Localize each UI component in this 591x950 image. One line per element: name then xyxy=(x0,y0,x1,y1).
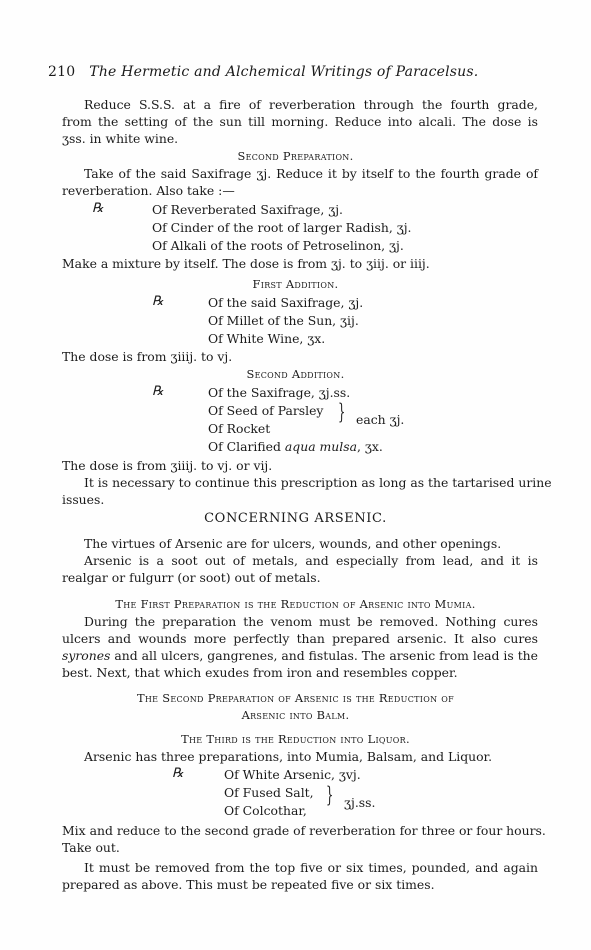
second-preparation-arsenic-heading: The Second Preparation of Arsenic is the Reduction of xyxy=(137,691,454,705)
recipe-item: Of Cinder of the root of larger Radish, ʒj. xyxy=(152,220,412,235)
arsenic-p4: Arsenic has three preparations, into Mumia, Balsam, and Liquor. xyxy=(84,749,493,764)
brace-icon: } xyxy=(326,783,334,807)
recipe-item: Of the Saxifrage, ʒj.ss. xyxy=(208,385,351,400)
brace-note: ʒj.ss. xyxy=(344,795,376,810)
arsenic-p3-line-3: syrones and all ulcers, gangrenes, and fistulas. The arsenic from lead is the xyxy=(62,648,538,663)
recipe-symbol: ℞ xyxy=(172,766,184,781)
intro-line-1: Reduce S.S.S. at a fire of reverberation through the fourth grade, xyxy=(84,97,538,112)
recipe-item: Of White Arsenic, ʒvj. xyxy=(224,767,361,782)
dose-line: The dose is from ʒiiij. to vj. xyxy=(62,349,233,364)
second-preparation-arsenic-heading-2: Arsenic into Balm. xyxy=(241,708,350,722)
recipe-item: Of Colcothar, xyxy=(224,803,307,818)
arsenic-p3-line-4: best. Next, that which exudes from iron and resembles copper. xyxy=(62,665,458,680)
recipe-item: Of the said Saxifrage, ʒj. xyxy=(208,295,364,310)
intro-line-2: from the setting of the sun till morning. Reduce into alcali. The dose is xyxy=(62,114,538,129)
arsenic-p3-line-1: During the preparation the venom must be removed. Nothing cures xyxy=(84,614,538,629)
note-line-2: issues. xyxy=(62,492,105,507)
page-number: 210 xyxy=(48,64,76,80)
recipe-item: Of Fused Salt, xyxy=(224,785,314,800)
dose-line: The dose is from ʒiiij. to vj. or vij. xyxy=(62,458,273,473)
arsenic-p6-line-1: It must be removed from the top five or six times, pounded, and again xyxy=(84,860,538,875)
first-addition-heading: First Addition. xyxy=(252,277,339,291)
recipe-symbol: ℞ xyxy=(92,201,104,216)
recipe-item: Of White Wine, ʒx. xyxy=(208,331,326,346)
arsenic-p6-line-2: prepared as above. This must be repeated five or six times. xyxy=(62,877,435,892)
section-title: CONCERNING ARSENIC. xyxy=(204,511,387,526)
second-prep-line-2: reverberation. Also take :— xyxy=(62,183,235,198)
recipe-item: Of Millet of the Sun, ʒij. xyxy=(208,313,359,328)
recipe-item: Of Alkali of the roots of Petroselinon, ʒj. xyxy=(152,238,404,253)
arsenic-p3-line-2: ulcers and wounds more perfectly than prepared arsenic. It also cures xyxy=(62,631,538,646)
arsenic-p5-line-2: Take out. xyxy=(62,840,120,855)
second-prep-line-1: Take of the said Saxifrage ʒj. Reduce it by itself to the fourth grade of xyxy=(84,166,538,181)
arsenic-p2-line-1: Arsenic is a soot out of metals, and especially from lead, and it is xyxy=(84,553,538,568)
arsenic-p5-line-1: Mix and reduce to the second grade of reverberation for three or four hours. xyxy=(62,823,546,838)
recipe-item: Of Clarified aqua mulsa, ʒx. xyxy=(208,439,383,454)
arsenic-p2-line-2: realgar or fulgurr (or soot) out of metals. xyxy=(62,570,321,585)
third-preparation-heading: The Third is the Reduction into Liquor. xyxy=(181,732,410,746)
recipe-item: Of Seed of Parsley xyxy=(208,403,324,418)
mixture-line: Make a mixture by itself. The dose is from ʒj. to ʒiij. or iiij. xyxy=(62,256,430,271)
running-header xyxy=(48,64,478,80)
recipe-item: Of Rocket xyxy=(208,421,271,436)
running-title: The Hermetic and Alchemical Writings of Paracelsus. xyxy=(89,64,479,80)
second-preparation-heading: Second Preparation. xyxy=(237,149,354,163)
first-preparation-heading: The First Preparation is the Reduction of Arsenic into Mumia. xyxy=(115,597,476,611)
recipe-symbol: ℞ xyxy=(152,384,164,399)
brace-icon: } xyxy=(338,400,346,424)
recipe-item: Of Reverberated Saxifrage, ʒj. xyxy=(152,202,343,217)
recipe-symbol: ℞ xyxy=(152,294,164,309)
arsenic-p1: The virtues of Arsenic are for ulcers, wounds, and other openings. xyxy=(84,536,502,551)
note-line-1: It is necessary to continue this prescription as long as the tartarised urine xyxy=(84,475,552,490)
brace-note: each ʒj. xyxy=(356,412,405,427)
second-addition-heading: Second Addition. xyxy=(246,367,345,381)
intro-line-3: ʒss. in white wine. xyxy=(62,131,179,146)
